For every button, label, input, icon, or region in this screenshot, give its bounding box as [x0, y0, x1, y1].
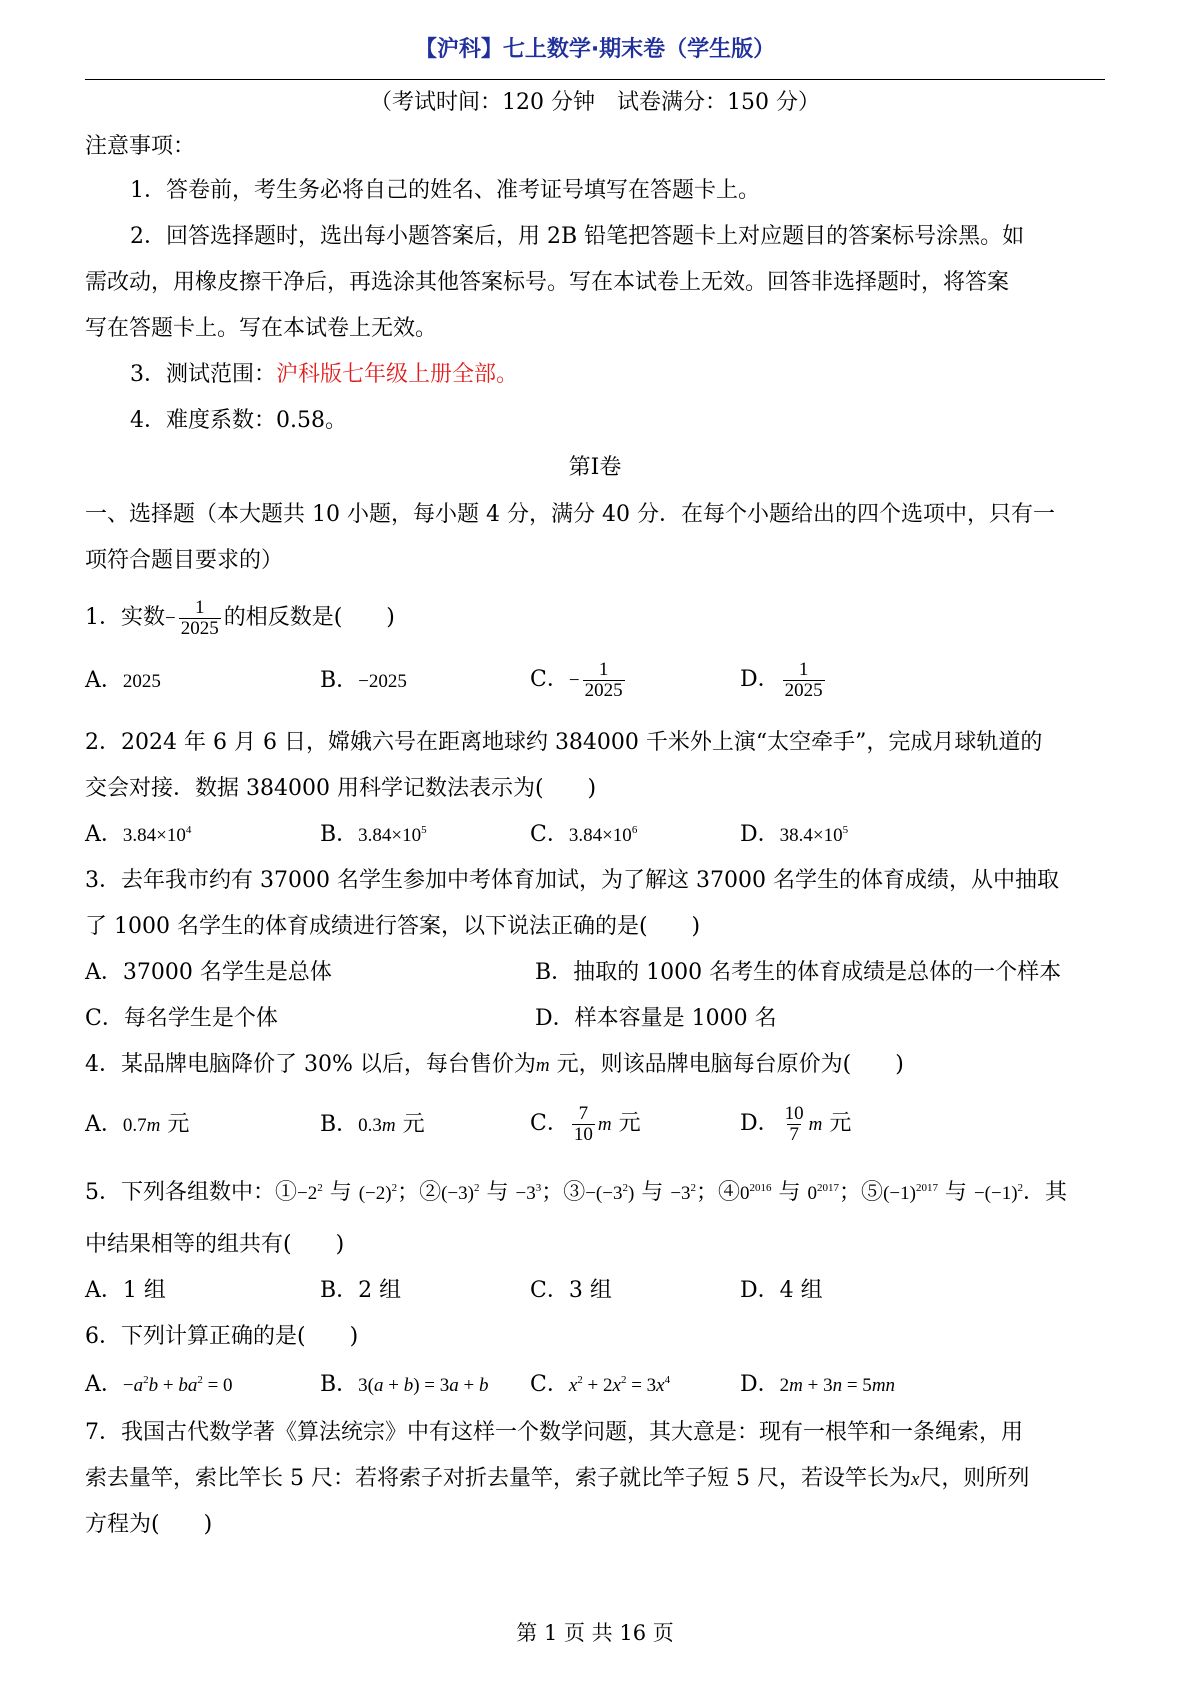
- notice-heading: 注意事项：: [85, 134, 196, 159]
- question-7-line-3: 方程为( ): [85, 1512, 213, 1537]
- header-divider: [85, 79, 1105, 80]
- question-6-stem: 6．下列计算正确的是( ): [85, 1324, 359, 1349]
- notice-item-4: 4．难度系数：0.58。: [130, 408, 347, 433]
- question-2-line-1: 2．2024 年 6 月 6 日，嫦娥六号在距离地球约 384000 千米外上演“太空牵手”，完成月球轨道的: [85, 730, 1043, 755]
- q1-option-c: C．− $\frac{1}{2025}$: [530, 658, 623, 701]
- q6-option-c-expr: $x^2 + 2x^2 = 3x^4$: [568, 1374, 671, 1396]
- q3-option-b: B．抽取的 1000 名考生的体育成绩是总体的一个样本: [535, 960, 1062, 985]
- question-1-stem: [85, 596, 395, 641]
- q6-option-b-expr: 3(a + b) = 3a + b: [358, 1375, 489, 1396]
- q6-option-d-expr: 2m + 3n = 5mn: [779, 1375, 896, 1396]
- q1-option-d: D． $\frac{1}{2025}$: [740, 658, 823, 701]
- question-7-line-1: 7．我国古代数学著《算法统宗》中有这样一个数学问题，其大意是：现有一根竿和一条绳索，用: [85, 1420, 1024, 1445]
- q4-option-b: B．0.3m 元: [320, 1112, 425, 1137]
- section-1-heading-line-2: 项符合题目要求的）: [85, 548, 284, 573]
- question-4-stem: 4．某品牌电脑降价了 30% 以后，每台售价为m 元，则该品牌电脑每台原价为( ): [85, 1052, 904, 1077]
- notice-item-3: [130, 364, 518, 386]
- q4-option-a: A．0.7m 元: [85, 1112, 190, 1137]
- question-5-line-1: 5．下列各组数中：$①-2^2$ 与 $(-2)^2$；$②(-3)^2$ 与 $-3^3$；$③-(-3^2)$ 与 $-3^2$；$④0^{2016}$ 与 $0^{2017}$；$⑤(-1)^{2017}$ 与 $-(-1)^2$．其: [85, 1180, 1068, 1205]
- q2-option-d: D．$38.4\times 10^5$: [740, 822, 849, 847]
- notice-item-2-line-2: 需改动，用橡皮擦干净后，再选涂其他答案标号。写在本试卷上无效。回答非选择题时，将答案: [85, 270, 1010, 295]
- q1-denominator: 2025: [180, 617, 219, 639]
- volume-title: 第Ⅰ卷: [568, 455, 622, 480]
- page-title: 【沪科】七上数学·期末卷（学生版）: [414, 37, 776, 62]
- q3-option-c: C．每名学生是个体: [85, 1006, 278, 1031]
- q6-option-a-expr: $-a^2b + ba^2 = 0$: [122, 1374, 233, 1396]
- notice-item-3-prefix: 3．测试范围：: [130, 362, 276, 387]
- q6-option-c: C．$x^2 + 2x^2 = 3x^4$: [530, 1372, 671, 1397]
- q5-option-a: A．1 组: [85, 1278, 166, 1303]
- notice-item-2-line-1: 2．回答选择题时，选出每小题答案后，用 2B 铅笔把答题卡上对应题目的答案标号涂黑。如: [130, 224, 1025, 249]
- q6-option-b: B．3(a + b) = 3a + b: [320, 1372, 489, 1397]
- q1-option-b: B．−2025: [320, 668, 407, 693]
- q5-option-c: C．3 组: [530, 1278, 612, 1303]
- q1-option-a: A．2025: [85, 668, 161, 693]
- question-7-line-2: 索去量竿，索比竿长 5 尺：若将索子对折去量竿，索子就比竿子短 5 尺，若设竿长为x尺，则所列: [85, 1466, 1030, 1491]
- question-5-line-2: 中结果相等的组共有( ): [85, 1232, 345, 1257]
- exam-info: （考试时间：120 分钟 试卷满分：150 分）: [370, 90, 820, 115]
- q2-option-b: B．$3.84\times 10^5$: [320, 822, 427, 847]
- q6-option-a: A．$-a^2b + ba^2 = 0$: [85, 1372, 233, 1397]
- q4-option-c: C． $\frac{7}{10}$ m 元: [530, 1102, 641, 1145]
- q1-numerator: 1: [194, 596, 205, 618]
- q4-option-d: D． $\frac{10}{7}$ m 元: [740, 1102, 852, 1145]
- q1-suffix: 的相反数是( ): [223, 605, 395, 630]
- q6-option-d: D．2m + 3n = 5mn: [740, 1372, 896, 1397]
- test-scope: 沪科版七年级上册全部。: [276, 362, 519, 387]
- notice-item-1: 1．答卷前，考生务必将自己的姓名、准考证号填写在答题卡上。: [130, 178, 760, 203]
- question-3-line-1: 3．去年我市约有 37000 名学生参加中考体育加试，为了解这 37000 名学生的体育成绩，从中抽取: [85, 868, 1059, 893]
- q5-option-d: D．4 组: [740, 1278, 823, 1303]
- notice-item-2-line-3: 写在答题卡上。写在本试卷上无效。: [85, 316, 438, 341]
- q5-option-b: B．2 组: [320, 1278, 402, 1303]
- q2-option-c: C．$3.84\times 10^6$: [530, 822, 638, 847]
- section-1-heading-line-1: 一、选择题（本大题共 10 小题，每小题 4 分，满分 40 分．在每个小题给出的四个选项中，只有一: [85, 502, 1055, 527]
- q3-option-a: A．37000 名学生是总体: [85, 960, 332, 985]
- question-3-line-2: 了 1000 名学生的体育成绩进行答案，以下说法正确的是( ): [85, 914, 701, 939]
- q1-minus: −: [165, 608, 176, 629]
- question-2-line-2: 交会对接．数据 384000 用科学记数法表示为( ): [85, 776, 597, 801]
- q3-option-d: D．样本容量是 1000 名: [535, 1006, 777, 1031]
- q1-prefix: 1．实数: [85, 605, 165, 630]
- q2-option-a: A．$3.84\times 10^4$: [85, 822, 192, 847]
- page-footer: 第 1 页 共 16 页: [516, 1621, 674, 1645]
- q1-fraction: [179, 598, 221, 639]
